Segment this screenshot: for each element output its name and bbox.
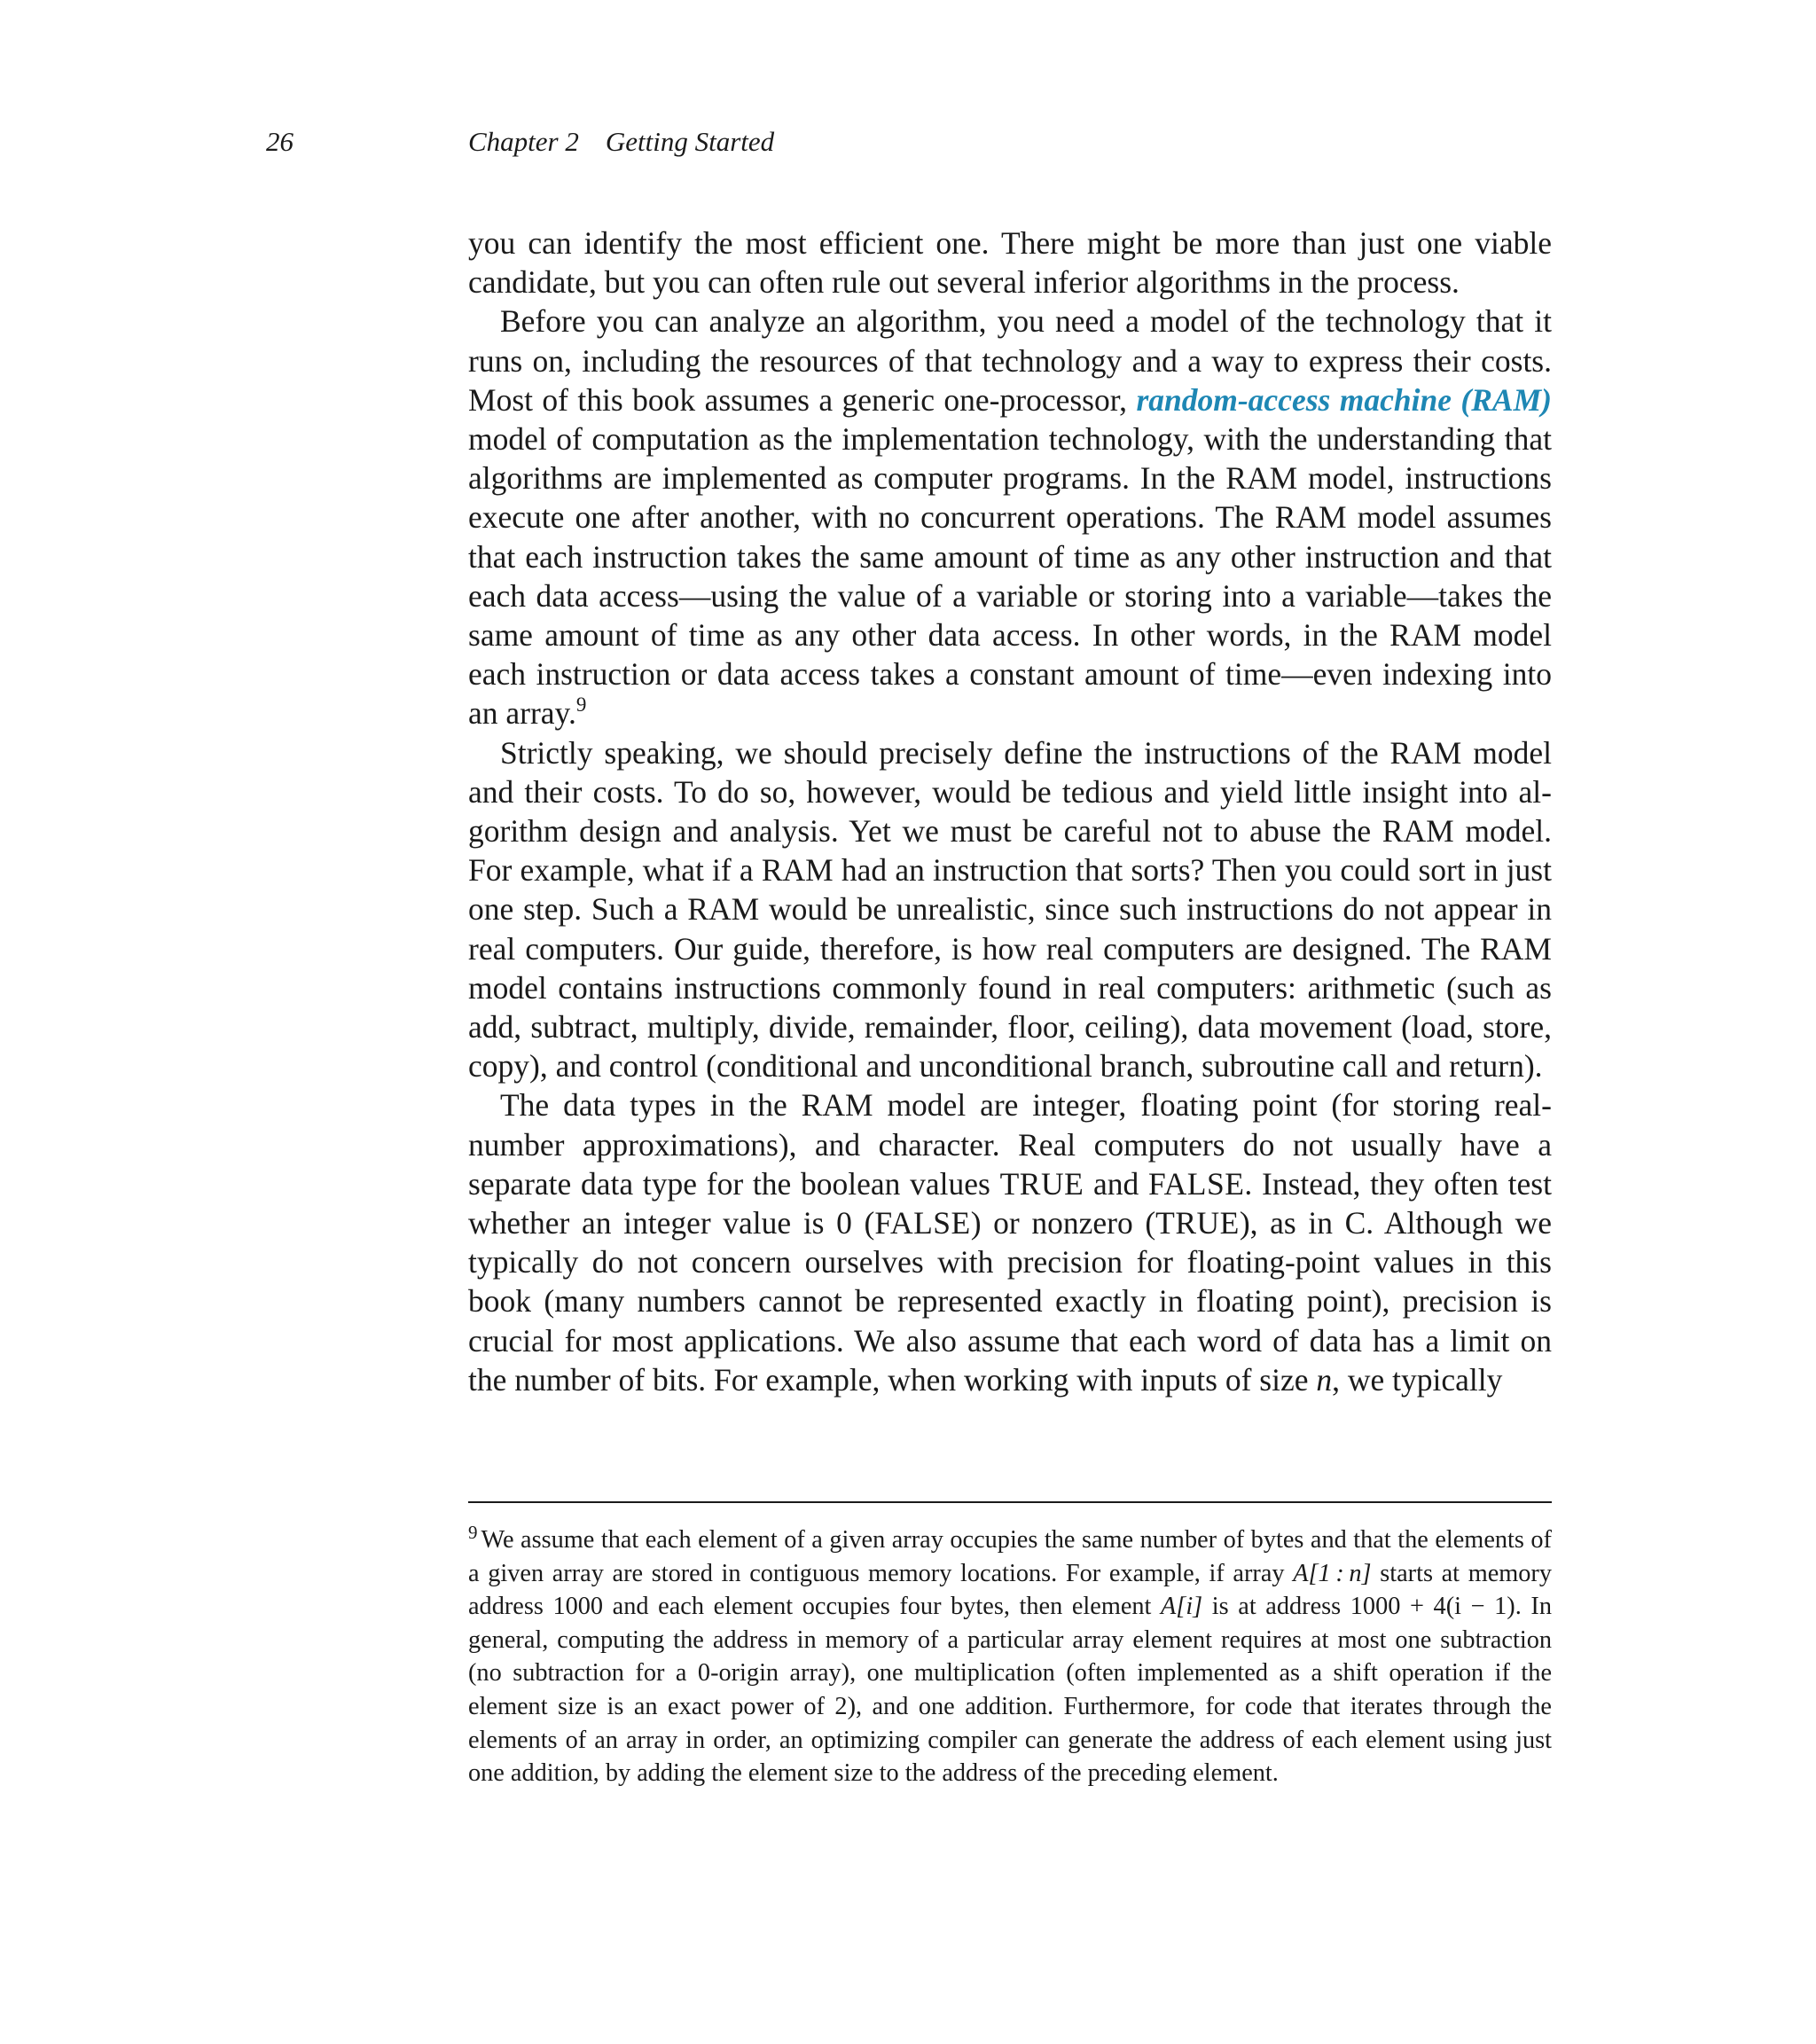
math-expression: 1000 + 4(i − 1) — [1350, 1593, 1515, 1621]
small-caps-term: FALSE — [874, 1205, 971, 1241]
text-run: is at address — [1202, 1593, 1350, 1621]
paragraph: you can identify the most efficient one. There might be more than just one viable candidate, but you can often rule out several inferior algorithms in the process. — [468, 225, 1552, 301]
text-run: model of computation as the implementation technology, with the understanding that algorithms are implemented as computer programs. In the RAM model, instructions execute one after another, with no concurrent operations. The RAM model assumes that each instruction takes the same amount of time as any other instruction and that each data access—using the value of a variable or storing into a variable—takes the same amount of time as any other data access. In other words, in the RAM model each instruction or data access takes a constant amount of time—even indexing into an array. — [468, 421, 1552, 732]
math-expression: A[1 : n] — [1293, 1559, 1372, 1587]
body-text — [468, 223, 1552, 1399]
key-term: random-access machine (RAM) — [1136, 381, 1552, 418]
text-run: and — [1084, 1165, 1149, 1202]
text-run: . Instead, they often test whether an integer value is 0 ( — [468, 1165, 1552, 1241]
math-variable: n — [1316, 1361, 1333, 1398]
small-caps-term: TRUE — [1155, 1205, 1240, 1241]
footnote-paragraph — [468, 1523, 1552, 1790]
chapter-title: Getting Started — [605, 126, 775, 157]
footnote-reference[interactable]: 9 — [575, 693, 587, 717]
running-head — [468, 124, 774, 160]
page-number: 26 — [266, 126, 294, 157]
text-run: The data types in the RAM model are integer, floating point (for storing real-number approximations), and character. Real computers do not usually have a separate data type for the boolean values — [468, 1087, 1552, 1202]
footnote-divider — [468, 1501, 1552, 1503]
text-run: . In general, computing the address in memory of a particular array element requires at most one subtraction (no subtraction for a 0-origin array), one multiplication (often implemented as a shift operation if the element size is an exact power of 2), and one addition. Furthermore, for code that iterates through the elements of an array in order, an optimizing compiler can generate the address of each element using just one addition, by adding the element size to the address of the preceding element. — [468, 1593, 1552, 1788]
footnote-marker: 9 — [468, 1522, 478, 1543]
text-run: We assume that each element of a given array occupies the same number of bytes and that the elements of a given array are stored in contiguous memory locations. For example, if array — [468, 1526, 1552, 1587]
small-caps-term: FALSE — [1148, 1165, 1245, 1202]
paragraph — [468, 302, 1552, 732]
chapter-label: Chapter 2 — [468, 126, 579, 157]
paragraph: Strictly speaking, we should precisely define the instructions of the RAM model and their costs. To do so, however, would be tedious and yield little insight into algorithm design and analysis. Yet we must be careful not to abuse the RAM model. For example, what if a RAM had an instruction that sorts? Then you could sort in just one step. Such a RAM would be unrealistic, since such instructions do not appear in real computers. Our guide, therefore, is how real computers are designed. The RAM model contains instructions commonly found in real computers: arithmetic (such as add, subtract, multiply, divide, remainder, floor, ceiling), data movement (load, store, copy), and control (conditional and unconditional branch, subroutine call and return). — [468, 734, 1552, 1085]
small-caps-term: TRUE — [999, 1165, 1084, 1202]
text-run: ) or nonzero ( — [970, 1205, 1156, 1241]
text-run: Before you can analyze an algorithm, you need a model of the technology that it runs on, including the resources of that technology and a way to express their costs. Most of this book assumes a generic one-processor, — [468, 303, 1552, 418]
text-run: , we typically — [1332, 1361, 1503, 1398]
math-expression: A[i] — [1161, 1593, 1203, 1621]
footnote — [468, 1523, 1552, 1790]
paragraph — [468, 1085, 1552, 1399]
text-run: starts at memory address 1000 and each element occupies four bytes, then element — [468, 1559, 1552, 1621]
text-run: ), as in C. Although we typically do not concern ourselves with precision for floating-point values in this book (many numbers cannot be represented exactly in floating point), precision is crucial for most applications. We also assume that each word of data has a limit on the number of bits. For example, when working with inputs of size — [468, 1205, 1552, 1398]
